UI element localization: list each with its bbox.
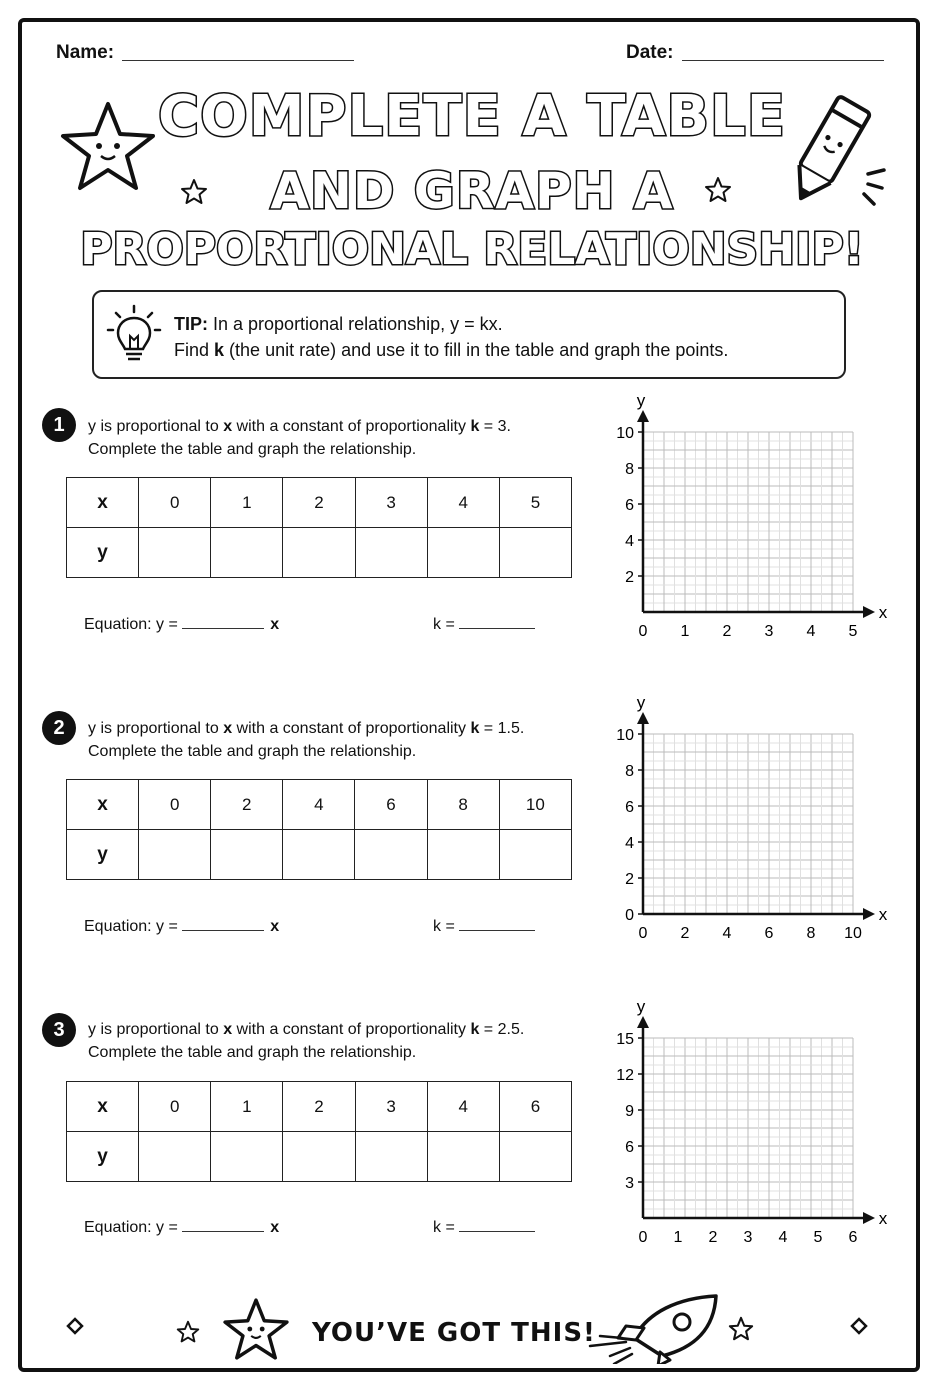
x-cell: 8 [427, 780, 499, 830]
date-label: Date: [626, 42, 674, 63]
y-axis-arrow [637, 1016, 649, 1028]
value-table [66, 477, 572, 578]
footer-message: YOU’VE GOT THIS! [312, 1318, 596, 1348]
y-tick-label: 10 [616, 727, 634, 744]
y-axis-label: y [636, 997, 646, 1016]
title-line-3: PROPORTIONAL RELATIONSHIP! [80, 224, 864, 275]
x-axis-label: x [878, 1209, 888, 1228]
x-tick-label: 3 [764, 623, 774, 640]
y-answer-cell[interactable] [283, 1132, 355, 1182]
diamond-icon [850, 1317, 868, 1335]
y-tick-label: 4 [625, 533, 634, 550]
x-tick-label: 6 [848, 1229, 858, 1246]
equation-blank[interactable] [182, 930, 264, 931]
equation-line: Equation: y = x [84, 1219, 280, 1236]
y-axis-arrow [637, 410, 649, 422]
question-number: 3 [42, 1013, 76, 1047]
y-tick-label: 6 [625, 799, 634, 816]
k-line: k = [433, 1219, 535, 1237]
y-answer-cell[interactable] [211, 830, 283, 880]
row-header-y: y [67, 830, 139, 880]
y-answer-cell[interactable] [139, 528, 211, 578]
question-text: y is proportional to x with a constant of proportionality k = 3. Complete the table and graph the relationship. [88, 418, 511, 458]
question-text: y is proportional to x with a constant of proportionality k = 1.5. Complete the table and graph the relationship. [88, 720, 525, 760]
x-axis-label: x [878, 905, 888, 924]
star-face-icon [220, 1296, 292, 1362]
coordinate-grid[interactable] [600, 390, 900, 650]
y-tick-label: 6 [625, 497, 634, 514]
x-cell: 3 [355, 1082, 427, 1132]
small-star-icon [704, 176, 732, 204]
y-answer-cell[interactable] [283, 830, 355, 880]
y-tick-label: 8 [625, 461, 634, 478]
x-tick-label: 4 [778, 1229, 788, 1246]
row-header-x: x [67, 780, 139, 830]
small-star-icon [180, 178, 208, 206]
y-tick-label: 0 [625, 907, 634, 924]
k-line: k = [433, 918, 535, 936]
x-cell: 3 [355, 478, 427, 528]
y-answer-cell[interactable] [211, 528, 283, 578]
y-tick-label: 3 [625, 1175, 634, 1192]
row-header-y: y [67, 1132, 139, 1182]
question-text: y is proportional to x with a constant of proportionality k = 2.5. Complete the table and graph the relationship. [88, 1021, 525, 1061]
x-cell: 0 [139, 780, 211, 830]
x-tick-label: 2 [680, 925, 690, 942]
small-star-icon [176, 1320, 200, 1344]
y-answer-cell[interactable] [427, 1132, 499, 1182]
y-answer-cell[interactable] [427, 830, 499, 880]
question-number: 2 [42, 711, 76, 745]
lightbulb-icon [106, 304, 162, 366]
coordinate-grid[interactable] [600, 692, 900, 952]
y-answer-cell[interactable] [139, 1132, 211, 1182]
x-tick-label: 0 [638, 1229, 648, 1246]
diamond-icon [66, 1317, 84, 1335]
x-cell: 6 [499, 1082, 571, 1132]
y-answer-cell[interactable] [355, 830, 427, 880]
x-tick-label: 0 [638, 925, 648, 942]
y-answer-cell[interactable] [355, 528, 427, 578]
y-answer-cell[interactable] [211, 1132, 283, 1182]
x-axis-arrow [863, 908, 875, 920]
x-cell: 0 [139, 478, 211, 528]
x-cell: 1 [211, 1082, 283, 1132]
rocket-icon [582, 1290, 722, 1364]
x-cell: 2 [283, 478, 355, 528]
equation-blank[interactable] [182, 1231, 264, 1232]
x-cell: 4 [283, 780, 355, 830]
y-tick-label: 15 [616, 1031, 634, 1048]
y-answer-cell[interactable] [499, 528, 571, 578]
y-tick-label: 9 [625, 1103, 634, 1120]
y-tick-label: 2 [625, 569, 634, 586]
k-line: k = [433, 616, 535, 634]
x-cell: 4 [427, 1082, 499, 1132]
small-star-icon [728, 1316, 754, 1342]
name-field[interactable] [122, 60, 354, 61]
y-answer-cell[interactable] [139, 830, 211, 880]
title-line-2: AND GRAPH A [270, 162, 674, 220]
y-axis-label: y [636, 693, 646, 712]
y-answer-cell[interactable] [283, 528, 355, 578]
y-tick-label: 6 [625, 1139, 634, 1156]
x-tick-label: 10 [844, 925, 862, 942]
x-tick-label: 2 [722, 623, 732, 640]
row-header-x: x [67, 1082, 139, 1132]
pencil-face-icon [780, 88, 890, 212]
title-line-1: COMPLETE A TABLE [157, 84, 786, 149]
x-tick-label: 4 [722, 925, 732, 942]
y-tick-label: 10 [616, 425, 634, 442]
y-answer-cell[interactable] [427, 528, 499, 578]
equation-line: Equation: y = x [84, 918, 280, 935]
x-cell: 1 [211, 478, 283, 528]
x-tick-label: 1 [680, 623, 690, 640]
x-tick-label: 3 [743, 1229, 753, 1246]
x-tick-label: 5 [848, 623, 858, 640]
value-table [66, 1081, 572, 1182]
x-cell: 0 [139, 1082, 211, 1132]
x-tick-label: 5 [813, 1229, 823, 1246]
name-label: Name: [56, 42, 115, 63]
x-axis-arrow [863, 606, 875, 618]
x-tick-label: 6 [764, 925, 774, 942]
tip-line-1: TIP: In a proportional relationship, y = kx. [174, 314, 503, 334]
y-answer-cell[interactable] [499, 830, 571, 880]
question-number: 1 [42, 408, 76, 442]
star-face-icon [56, 98, 160, 194]
x-tick-label: 2 [708, 1229, 718, 1246]
x-tick-label: 0 [638, 623, 648, 640]
y-axis-label: y [636, 391, 646, 410]
equation-line: Equation: y = x [84, 616, 280, 633]
tip-box [92, 290, 846, 379]
x-tick-label: 4 [806, 623, 816, 640]
y-answer-cell[interactable] [355, 1132, 427, 1182]
k-blank[interactable] [459, 1231, 535, 1232]
row-header-y: y [67, 528, 139, 578]
x-cell: 10 [499, 780, 571, 830]
tip-line-2: Find k (the unit rate) and use it to fill in the table and graph the points. [174, 340, 729, 360]
equation-blank[interactable] [182, 628, 264, 629]
k-blank[interactable] [459, 628, 535, 629]
value-table [66, 779, 572, 880]
x-axis-label: x [878, 603, 888, 622]
y-answer-cell[interactable] [499, 1132, 571, 1182]
y-tick-label: 2 [625, 871, 634, 888]
y-tick-label: 4 [625, 835, 634, 852]
x-cell: 2 [283, 1082, 355, 1132]
y-axis-arrow [637, 712, 649, 724]
coordinate-grid[interactable] [600, 996, 900, 1258]
x-cell: 2 [211, 780, 283, 830]
x-tick-label: 8 [806, 925, 816, 942]
x-cell: 4 [427, 478, 499, 528]
x-axis-arrow [863, 1212, 875, 1224]
date-field[interactable] [682, 60, 884, 61]
row-header-x: x [67, 478, 139, 528]
y-tick-label: 8 [625, 763, 634, 780]
y-tick-label: 12 [616, 1067, 634, 1084]
x-cell: 5 [499, 478, 571, 528]
x-tick-label: 1 [673, 1229, 683, 1246]
x-cell: 6 [355, 780, 427, 830]
k-blank[interactable] [459, 930, 535, 931]
